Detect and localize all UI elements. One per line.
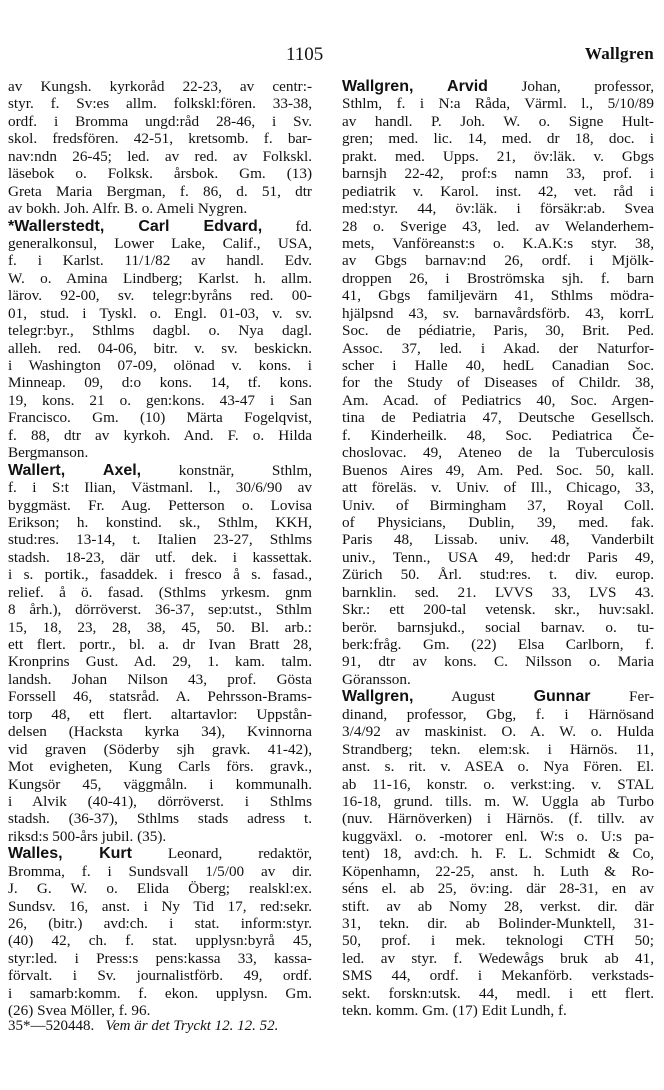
line-text: stadsh. 18-23, där utf. dek. i kassettak. — [8, 548, 312, 566]
footer-signature: 35*—520448. — [8, 1018, 95, 1034]
line-text: (26) Svea Möller, f. 96. — [8, 1002, 151, 1020]
line-text: Bromma, f. i Sundsvall 1/5/00 av dir. — [8, 862, 312, 880]
line-text: stud:res. 13-14, t. Italien 23-27, Sthlms — [8, 531, 312, 549]
text-line — [8, 967, 312, 984]
text-line — [8, 322, 312, 339]
line-text: Soc. de pédiatrie, Paris, 30, Brit. Ped. — [342, 322, 654, 340]
line-text: Paris 48, Lissab. univ. 48, Vanderbilt — [342, 531, 654, 549]
line-text: styr. f. Sv:es allm. folkskl:fören. 33-38, — [8, 95, 312, 113]
line-text: barnklin. sed. 21. LVVS 33, LVS 43. — [342, 583, 654, 601]
line-text: nav:ndn 26-45; led. av red. av Folkskl. — [8, 147, 312, 165]
text-line — [8, 828, 312, 845]
text-line — [342, 810, 654, 827]
text-line — [8, 688, 312, 705]
line-text: stift. av ab Nomy 28, verkst. dir. där — [342, 897, 654, 915]
line-text: (nuv. Härnöverken) i Härnös. (f. tillv. av — [342, 810, 654, 828]
text-line — [8, 200, 312, 217]
footer-note: Vem är det Tryckt 12. 12. 52. — [105, 1018, 279, 1034]
line-text: f. i Karlst. 11/1/82 av handl. Edv. — [8, 252, 312, 270]
line-text: 50, prof. i mek. teknologi CTH 50; — [342, 932, 654, 950]
text-line — [342, 636, 654, 653]
text-line — [8, 932, 312, 949]
text-line — [342, 392, 654, 409]
line-text: Greta Maria Bergman, f. 86, d. 51, dtr — [8, 182, 312, 200]
page-header — [0, 44, 664, 68]
text-line — [342, 357, 654, 374]
line-text: i samarb:komm. f. ekon. upplysn. Gm. — [8, 984, 312, 1002]
line-text: ab 11-16, konstr. o. verkst:ing. v. STAL — [342, 775, 654, 793]
text-line — [8, 235, 312, 252]
line-text: 28 o. Sverige 43, led. av Welanderhem- — [342, 217, 654, 235]
text-line — [8, 409, 312, 426]
line-text: Francisco. Gm. (10) Märta Fogelqvist, — [8, 409, 312, 427]
text-line — [8, 531, 312, 548]
text-line — [8, 584, 312, 601]
line-text: berör. barnsjukd., social barnav. o. tu- — [342, 618, 654, 636]
line-text: SMS 44, ordf. i Mekanförb. verkstads- — [342, 967, 654, 985]
text-line — [8, 758, 312, 775]
line-text: relief. å ö. fasad. (Sthlms yrkesm. gnm — [8, 583, 312, 601]
text-line — [342, 653, 654, 670]
line-text: vid graven (Söderby sjh gravk. 41-42), — [8, 740, 312, 758]
line-text: barnsjh 22-42, prof:s namn 33, prof. i — [342, 165, 654, 183]
text-line — [342, 183, 654, 200]
text-line — [342, 514, 654, 531]
line-text: Sundsv. 16, anst. i Ny Tid 17, red:sekr. — [8, 897, 312, 915]
text-line — [8, 148, 312, 165]
line-text: 26, (bitr.) avd:ch. i stat. inform:styr. — [8, 915, 312, 932]
text-line — [8, 566, 312, 583]
line-text: styr:led. i Press:s pens:kassa 33, kassa- — [8, 949, 312, 967]
line-text: 91, dtr av kons. C. Nilsson o. Maria — [342, 653, 654, 671]
line-text: 15, 18, 23, 28, 38, 45, 50. Bl. arb.: — [8, 618, 312, 636]
text-line — [342, 967, 654, 984]
line-text: August — [413, 688, 534, 706]
line-text: Leonard, redaktör, — [131, 845, 312, 863]
text-line — [342, 776, 654, 793]
text-line — [342, 985, 654, 1002]
line-text: dinand, professor, Gbg, f. i Härnösand — [342, 705, 654, 723]
line-text: 16-18, grund. tills. m. W. Uggla ab Turbo — [342, 792, 654, 810]
text-line — [8, 514, 312, 531]
page-footer — [8, 1018, 278, 1035]
line-text: av handl. P. Joh. W. o. Signe Hult- — [342, 112, 654, 130]
text-line — [342, 880, 654, 897]
text-line — [342, 235, 654, 252]
text-line — [342, 845, 654, 862]
text-line — [8, 706, 312, 723]
text-line — [8, 165, 312, 182]
line-text: i Washington 07-09, olönad v. kons. i — [8, 357, 312, 374]
line-text: torp 48, ett flert. altartavlor: Uppstån- — [8, 705, 312, 723]
line-text: J. G. W. o. Elida Öberg; realskl:ex. — [8, 880, 312, 898]
line-text: Göransson. — [342, 670, 411, 688]
line-text: f. Kinderheilk. 48, Soc. Pediatrica Če- — [342, 426, 654, 444]
line-text: sekt. forskn:utsk. 44, medl. i ett flert. — [342, 984, 654, 1002]
line-text: skol. fredsfören. 42-51, kretsomb. f. bar- — [8, 130, 312, 148]
text-line — [342, 531, 654, 548]
entry-headword: Wallgren, Arvid — [342, 78, 488, 95]
line-text: f. 88, dtr av kyrkoh. And. F. o. Hilda — [8, 426, 312, 444]
line-text: av Gbgs barnav:nd 26, ordf. i Mjölk- — [342, 252, 654, 270]
line-text: f. i S:t Ilian, Västmanl. l., 30/6/90 av — [8, 479, 312, 497]
line-text: generalkonsul, Lower Lake, Calif., USA, — [8, 234, 312, 252]
line-text: 19, kons. 21 o. gen:kons. 43-47 i San — [8, 391, 312, 409]
running-head: Wallgren — [584, 44, 654, 63]
text-line — [342, 165, 654, 182]
text-line — [8, 985, 312, 1002]
line-text: ordf. i Bromma ungd:råd 28-46, i Sv. — [8, 112, 312, 130]
text-line — [8, 619, 312, 636]
line-text: Sthlm, f. i N:a Råda, Värml. l., 5/10/89 — [342, 95, 654, 113]
text-line — [8, 950, 312, 967]
line-text: berk:fråg. Gm. (22) Elsa Carlborn, f. — [342, 636, 654, 653]
text-line — [342, 549, 654, 566]
line-text: 3/4/92 av maskinist. O. A. W. o. Hulda — [342, 723, 654, 741]
line-text: choslovac. 49, Ateneo de la Tuberculosis — [342, 444, 654, 462]
line-text: Univ. of Birmingham 37, Royal Coll. — [342, 496, 654, 514]
text-line — [342, 200, 654, 217]
text-line — [342, 462, 654, 479]
text-line — [342, 322, 654, 339]
line-text: Johan, professor, — [487, 78, 654, 95]
text-line — [342, 601, 654, 618]
line-text: ett flert. portr., bl. a. dr Ivan Bratt 28, — [8, 636, 312, 653]
text-line — [342, 444, 654, 461]
text-line — [8, 636, 312, 653]
line-text: W. o. Amina Lindberg; Karlst. h. allm. — [8, 269, 312, 287]
right-column — [342, 78, 654, 1020]
line-text: Erikson; h. konstind. sk., Sthlm, KKH, — [8, 513, 312, 531]
line-text: anst. s. rit. v. ASEA o. Nya Fören. El. — [342, 758, 654, 776]
text-line — [342, 898, 654, 915]
line-text: pediatrik v. Karol. inst. 42, vet. råd i — [342, 182, 654, 200]
text-line — [8, 287, 312, 304]
line-text: séns el. ab 25, öv:ing. där 28-31, en av — [342, 880, 654, 898]
text-line — [8, 601, 312, 618]
line-text: gren; med. lic. 14, med. dr 18, doc. i — [342, 130, 654, 148]
text-line — [8, 1002, 312, 1019]
text-line — [8, 793, 312, 810]
text-line — [8, 845, 312, 862]
line-text: kuggväxl. o. -motorer enl. W:s o. U:s pa- — [342, 827, 654, 845]
line-text: av Kungsh. kyrkoråd 22-23, av centr:- — [8, 78, 312, 95]
text-line — [8, 462, 312, 479]
line-text: Kronprins Gust. Ad. 29, 1. kam. talm. — [8, 653, 312, 671]
line-text: Mot evigheten, Kung Carls förs. gravk., — [8, 758, 312, 776]
text-line — [342, 113, 654, 130]
text-line — [8, 183, 312, 200]
line-text: riksd:s 500-års jubil. (35). — [8, 827, 167, 845]
text-line — [8, 78, 312, 95]
line-text: förvalt. i Sv. journalistförb. 49, ordf. — [8, 967, 312, 985]
text-line — [342, 270, 654, 287]
text-line — [8, 898, 312, 915]
text-line — [8, 880, 312, 897]
text-line — [342, 340, 654, 357]
line-text: Skr.: ett 200-tal vetensk. skr., huv:sakl. — [342, 601, 654, 619]
line-text: prakt. med. Upps. 21, öv:läk. v. Gbgs — [342, 147, 654, 165]
line-text: Assoc. 37, led. i Akad. der Naturfor- — [342, 339, 654, 357]
line-text: scher i Halle 40, hedL Canadian Soc. — [342, 357, 654, 374]
text-line — [342, 305, 654, 322]
line-text: Zürich 50. Årl. stud:res. t. div. europ. — [342, 566, 654, 584]
line-text: av bokh. Joh. Alfr. B. o. Ameli Nygren. — [8, 200, 248, 218]
text-line — [342, 497, 654, 514]
text-line — [8, 270, 312, 287]
text-line — [342, 409, 654, 426]
line-text: for the Study of Diseases of Childr. 38, — [342, 374, 654, 392]
text-line — [8, 915, 312, 932]
text-line — [8, 653, 312, 670]
line-text: Bergmanson. — [8, 444, 89, 462]
line-text: telegr:byr., Sthlms dagbl. o. Nya dagl. — [8, 322, 312, 340]
line-text: tina de Pediatria 47, Deutsche Gesellsch. — [342, 409, 654, 427]
entry-headword: Wallgren, — [342, 688, 414, 706]
line-text: droppen 26, i Broströmska sjh. f. barn — [342, 269, 654, 287]
text-line — [8, 497, 312, 514]
line-text: delsen (Hacksta kyrka 34), Kvinnorna — [8, 723, 312, 741]
page-number: 1105 — [286, 44, 324, 65]
text-line — [342, 793, 654, 810]
text-line — [8, 549, 312, 566]
text-line — [342, 619, 654, 636]
text-line — [342, 1002, 654, 1019]
line-text: 41, Gbgs familjevärn 41, Sthlms mödra- — [342, 287, 654, 305]
text-line — [342, 741, 654, 758]
text-line — [342, 218, 654, 235]
text-line — [342, 828, 654, 845]
text-line — [342, 688, 654, 705]
line-text: Forssell 46, statsråd. A. Pehrsson-Brams- — [8, 688, 312, 706]
line-text: läsebok o. Folksk. årsbok. Gm. (13) — [8, 165, 312, 183]
text-line — [8, 305, 312, 322]
text-line — [8, 723, 312, 740]
line-text: Fer- — [590, 688, 654, 706]
text-line — [8, 357, 312, 374]
line-text: mets, Vanföreanst:s o. K.A.K:s styr. 38, — [342, 234, 654, 252]
text-line — [342, 915, 654, 932]
text-line — [342, 427, 654, 444]
text-line — [342, 252, 654, 269]
line-text: landsh. Johan Nilson 43, prof. Gösta — [8, 670, 312, 688]
line-text: Am. Acad. of Pediatrics 40, Soc. Argen- — [342, 391, 654, 409]
text-line — [8, 776, 312, 793]
text-line — [342, 78, 654, 95]
line-text: of Physicians, Dublin, 39, med. fak. — [342, 513, 654, 531]
entry-headword: Wallert, Axel, — [8, 461, 142, 479]
text-line — [8, 444, 312, 461]
entry-headword: Gunnar — [533, 688, 591, 706]
left-column — [8, 78, 312, 1020]
line-text: att föreläs. v. Univ. of Ill., Chicago, 33, — [342, 479, 654, 497]
line-text: Köpenhamn, 22-25, anst. h. Luth & Ro- — [342, 862, 654, 880]
line-text: i s. portik., fasaddek. i fresco å s. fasad., — [8, 566, 312, 584]
text-line — [8, 252, 312, 269]
text-line — [8, 479, 312, 496]
text-line — [8, 427, 312, 444]
text-line — [342, 706, 654, 723]
text-line — [8, 130, 312, 147]
line-text: 31, tekn. dir. ab Bolinder-Munktell, 31- — [342, 915, 654, 932]
text-line — [8, 392, 312, 409]
line-text: 01, stud. i Tyskl. o. Engl. 01-03, v. sv. — [8, 304, 312, 322]
text-line — [342, 566, 654, 583]
text-line — [342, 671, 654, 688]
line-text: med:styr. 44, öv:läk. i försäkr:ab. Svea — [342, 200, 654, 218]
text-line — [342, 863, 654, 880]
entry-headword: *Wallerstedt, Carl Edvard, — [8, 217, 263, 235]
entry-headword: Walles, Kurt — [8, 845, 132, 863]
text-line — [8, 113, 312, 130]
text-line — [342, 148, 654, 165]
text-line — [342, 374, 654, 391]
text-line — [342, 584, 654, 601]
line-text: tent) 18, avd:ch. h. F. L. Schmidt & Co, — [342, 845, 654, 863]
line-text: Buenos Aires 49, Am. Ped. Soc. 50, kall. — [342, 461, 654, 479]
text-line — [8, 741, 312, 758]
text-line — [8, 863, 312, 880]
line-text: alleh. red. 04-06, bitr. v. sv. beskickn. — [8, 339, 312, 357]
text-line — [8, 218, 312, 235]
line-text: hjälpsnd 43, sv. barnavårdsförb. 43, korrL — [342, 304, 654, 322]
line-text: byggmäst. Fr. Aug. Petterson o. Lovisa — [8, 496, 312, 514]
text-line — [342, 932, 654, 949]
line-text: konstnär, Sthlm, — [141, 461, 312, 479]
text-line — [342, 130, 654, 147]
line-text: fd. — [262, 217, 312, 235]
line-text: i Alvik (40-41), dörröverst. i Sthlms — [8, 792, 312, 810]
text-line — [342, 950, 654, 967]
text-line — [342, 723, 654, 740]
line-text: 8 årh.), dörröverst. 36-37, sep:utst., Sthlm — [8, 601, 312, 619]
line-text: tekn. komm. Gm. (17) Edit Lundh, f. — [342, 1002, 567, 1020]
text-line — [8, 374, 312, 391]
line-text: Minneap. 09, d:o kons. 14, tf. kons. — [8, 374, 312, 392]
line-text: Strandberg; tekn. elem:sk. i Härnös. 11, — [342, 740, 654, 758]
line-text: (40) 42, ch. f. stat. upplysn:byrå 45, — [8, 932, 312, 950]
line-text: stadsh. (36-37), Sthlms stads adress t. — [8, 810, 312, 828]
text-line — [342, 479, 654, 496]
text-line — [342, 95, 654, 112]
line-text: led. av styr. f. Wedewågs bruk ab 41, — [342, 949, 654, 967]
line-text: univ., Tenn., USA 49, hed:dr Paris 49, — [342, 548, 654, 566]
text-line — [8, 340, 312, 357]
text-line — [8, 95, 312, 112]
text-line — [8, 810, 312, 827]
text-line — [342, 758, 654, 775]
line-text: lärov. 92-00, sv. telegr:byråns red. 00- — [8, 287, 312, 305]
text-line — [342, 287, 654, 304]
text-line — [8, 671, 312, 688]
line-text: Kungsör 45, väggmåln. i kommunalh. — [8, 775, 312, 793]
